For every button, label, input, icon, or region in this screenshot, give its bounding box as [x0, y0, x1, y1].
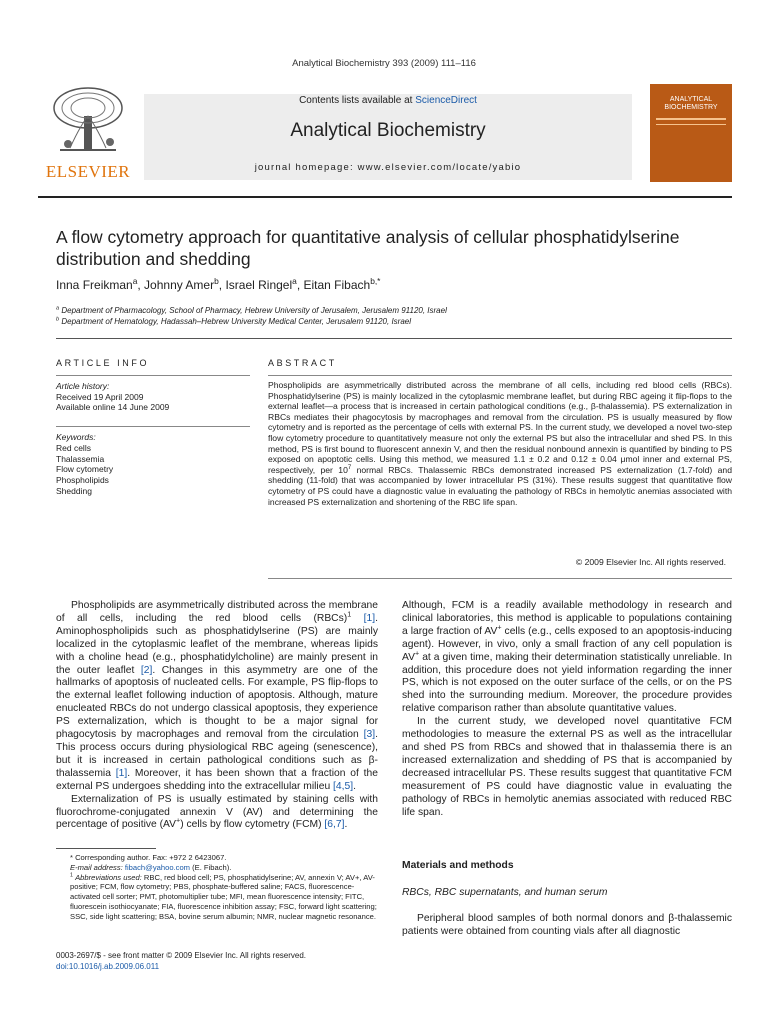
citation-link[interactable]: [3] — [363, 729, 376, 741]
issn-line: 0003-2697/$ - see front matter © 2009 Elsevier Inc. All rights reserved. — [56, 951, 307, 960]
article-info-heading: ARTICLE INFO — [56, 358, 150, 368]
history-label: Article history: — [56, 381, 110, 391]
doi-link[interactable]: doi:10.1016/j.ab.2009.06.011 — [56, 962, 160, 971]
abstract-bottom-divider — [268, 578, 732, 579]
abstract-text — [268, 380, 732, 507]
affiliation-text: Department of Hematology, Hadassah–Hebrew University Medical Center, Jerusalem 91120, Israel — [61, 317, 412, 326]
article-title — [56, 226, 732, 270]
journal-homepage[interactable]: journal homepage: www.elsevier.com/locate/yabio — [254, 162, 522, 173]
affiliation — [56, 306, 447, 315]
contents-line — [144, 94, 632, 106]
cover-title-line2: BIOCHEMISTRY — [664, 104, 718, 111]
citation-link[interactable]: [2] — [140, 664, 153, 676]
front-matter — [56, 950, 306, 972]
keyword: Thalassemia — [56, 453, 105, 464]
body-paragraph: Externalization of PS is usually estimated by staining cells with fluorochrome-conjugated annexin V (AV) and determining the percentage of positive (AV+) cells by flow cytometry (FCM) [6,7]. — [56, 793, 378, 831]
affiliation-mark: b — [56, 316, 60, 323]
author-affiliation-mark: a — [292, 276, 297, 286]
abstract-copyright: © 2009 Elsevier Inc. All rights reserved. — [575, 557, 726, 567]
citation-link[interactable]: [1] — [363, 612, 376, 624]
body-paragraph: Although, FCM is a readily available methodology in research and clinical laboratories, this method is applicable to populations containing a large fraction of AV+ cells (e.g., cells exposed to an apoptosis-inducing agent). However, in vivo, only a small fraction of any cell population is AV+ at a given time, making their determination statistically unreliable. In addition, this procedure does not yield information regarding the inner PS, which is not exposed on the outer surface of the cells, or on the PS shed into the surrounding medium. Moreover, the procedure provides relative comparison rather than absolute quantitative values. — [402, 600, 732, 715]
citation-link[interactable]: [1] — [115, 767, 128, 779]
received-date: Received 19 April 2009 — [56, 391, 144, 402]
sciencedirect-link[interactable]: ScienceDirect — [415, 95, 477, 106]
keywords-label: Keywords: — [56, 432, 96, 442]
author-affiliation-mark: b,* — [370, 276, 381, 286]
author-affiliation-mark: a — [132, 276, 138, 286]
keyword: Red cells — [56, 442, 91, 453]
journal-banner — [144, 94, 632, 180]
affiliation-mark: a — [56, 305, 60, 312]
elsevier-wordmark: ELSEVIER — [45, 162, 131, 181]
body-paragraph: Peripheral blood samples of both normal donors and β-thalassemic patients were obtained from counting vials after all diagnostic — [402, 913, 732, 937]
abbreviations-note: $^1$ Abbreviations used: RBC, red blood cell; PS, phosphatidylserine; AV, annexin V; AV+, AV-positive; FCM, flow cytometry; PBS, phosphate-buffered saline; FACS, fluorescence-activated cell sorter; PMT, photomultiplier tube; MFI, mean fluorescence intensity; FITC, fluorescein isothiocyanate; FIA, fluorescence inhibition assay; FSC, forward light scattering; SSC, side light scattering; BSA, bovine serum albumin; NMR, nuclear magnetic resonance. — [70, 872, 377, 921]
header-divider — [38, 196, 732, 198]
body-column-right — [402, 600, 732, 819]
footnote-mark[interactable]: 1 — [347, 609, 352, 619]
email-link[interactable]: fibach@yahoo.com — [124, 862, 190, 872]
cover-title — [650, 96, 732, 112]
body-paragraph: In the current study, we developed novel quantitative FCM methodologies to measure the external PS as well as the intracellular and shed PS from RBCs and showed that in thalassemia there is an increased externalization and shedding of PS that is accompanied by decreased intracellular PS. These results suggest that quantitative FCM measurement of PS could have diagnostic value in evaluating the pathology of RBCs in hemolytic anemias associated with reduced RBC life span. — [402, 716, 732, 818]
journal-name: Analytical Biochemistry — [290, 120, 486, 141]
keywords-list — [56, 432, 113, 497]
author-list: Inna Freikman$^a$, Johnny Amer$^b$, Israel Ringel$^a$, Eitan Fibach$^{b,*}$ — [56, 276, 381, 292]
contents-prefix: Contents lists available at — [299, 95, 416, 106]
keyword: Shedding — [56, 485, 92, 496]
body-paragraph: Phospholipids are asymmetrically distributed across the membrane of all cells, including the red blood cells (RBCs)$^1$ [1]. Aminophospholipids such as phosphatidylserine (PS) are mainly localized in the cytoplasmic leaflet of the membrane, whereas lipids with a choline head (e.g., phosphatidylcholine) are mainly present in the outer leaflet [2]. Changes in this asymmetry are one of the hallmarks of apoptosis of nucleated cells. For example, PS flip-flops to the external leaflet following induction of apoptosis. Although, mature enucleated RBCs do not undergo classical apoptosis, they experience PS externalization, which is thought to be a major signal for phagocytosis by macrophages and removal from the circulation [3]. This process occurs during physiological RBC ageing (senescence), but it is increased in certain pathological conditions such as β-thalassemia [1]. Moreover, it has been shown that a fraction of the external PS undergoes shedding into the extracellular milieu [4,5]. — [56, 600, 378, 792]
article-info-divider — [56, 375, 250, 376]
tree-icon — [50, 86, 126, 154]
keywords-divider — [56, 426, 250, 427]
article-history — [56, 381, 169, 413]
section-heading: Materials and methods — [402, 860, 514, 871]
affiliation-text: Department of Pharmacology, School of Pharmacy, Hebrew University of Jerusalem, Jerusalem 91120, Israel — [61, 306, 447, 315]
author-affiliation-mark: b — [214, 276, 219, 286]
affiliation — [56, 317, 411, 326]
journal-reference: Analytical Biochemistry 393 (2009) 111–116 — [292, 58, 476, 69]
author-name[interactable]: Eitan Fibach — [303, 278, 371, 292]
corresponding-author-note: * Corresponding author. Fax: +972 2 6423067. — [70, 853, 227, 862]
journal-masthead — [38, 82, 732, 182]
affiliation-divider — [56, 338, 732, 339]
author-name[interactable]: Inna Freikman — [56, 278, 133, 292]
author-name[interactable]: Israel Ringel — [225, 278, 293, 292]
cover-stripe — [656, 118, 726, 120]
title-line-1: A flow cytometry approach for quantitative analysis of cellular phosphatidylserine — [56, 227, 680, 247]
cover-title-line1: ANALYTICAL — [669, 96, 713, 103]
subsection-heading: RBCs, RBC supernatants, and human serum — [402, 887, 608, 898]
keyword: Flow cytometry — [56, 464, 114, 475]
citation-link[interactable]: [6,7] — [324, 819, 345, 831]
exponent: 7 — [347, 464, 352, 471]
keyword: Phospholipids — [56, 475, 109, 486]
abstract-part: Phospholipids are asymmetrically distributed across the membrane of all cells, including red blood cells (RBCs). Phosphatidylserine (PS) is mainly localized in the cytoplasmic membrane leaflet, but during RBC ageing it flip-flops to the external leaflet—a process that is increased in certain pathological conditions (e.g., β-thalassemia). PS externalization in RBCs mediates their phagocytosis by macrophages and removal from the circulation. PS is usually measured by flow cytometry and is reported as the percentage of cells with external PS. In the current study, we developed a novel two-step flow cytometry procedure to quantitatively measure not only the external PS but also the intracellular and shed PS. In this method, PS is first bound to fluorescent annexin V, and then the residual nonbound annexin is quantified by binding to PS exposed on apoptotic cells. Using this method, we measured 1.1 ± 0.2 and 0.12 ± 0.04 μmol inner and external PS, respectively, per 10 — [268, 380, 732, 475]
footnote-divider — [56, 848, 156, 849]
citation-link[interactable]: [4,5] — [333, 780, 354, 792]
elsevier-logo[interactable] — [38, 82, 138, 182]
title-line-2: distribution and shedding — [56, 249, 251, 269]
email-note: E-mail address: fibach@yahoo.com (E. Fibach). — [70, 862, 232, 872]
abstract-heading: ABSTRACT — [268, 358, 337, 368]
author-name[interactable]: Johnny Amer — [144, 278, 215, 292]
abstract-divider — [268, 375, 732, 376]
cover-stripe-thin — [656, 124, 726, 125]
body-column-left — [56, 600, 378, 832]
available-date: Available online 14 June 2009 — [56, 402, 170, 413]
abstract-part: normal RBCs. Thalassemic RBCs demonstrated increased PS externalization (1.7-fold) and shedding (11-fold) that was accompanied by lower intracellular PS (31%). These results suggest that quantitative flow cytometry of PS could have a diagnostic value in evaluating the pathology of RBCs in hemolytic anemias associated with increased PS externalization and shortening of the RBC life span. — [268, 464, 732, 507]
journal-cover-thumbnail[interactable] — [650, 84, 732, 182]
footnotes — [56, 853, 378, 922]
body-column-right-continued — [402, 913, 732, 939]
